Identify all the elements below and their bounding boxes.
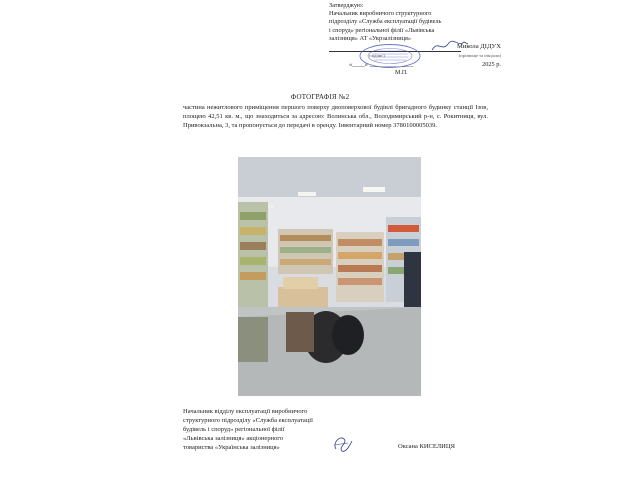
footer-line: Начальник відділу експлуатації виробничого: [183, 408, 308, 415]
store-interior-photo: [238, 157, 421, 396]
approval-line: Затверджую:: [329, 2, 364, 9]
approval-block: [329, 2, 501, 43]
approval-signature: [430, 38, 470, 54]
footer-line: товариства «Українська залізниця»: [183, 444, 280, 451]
photo-illustration: [238, 157, 421, 396]
footer-line: структурного підрозділу «Служба експлуатації: [183, 417, 313, 424]
object-description: частина нежитлового приміщення першого поверху двоповерхової будівлі бригадного будинку станції Ізов, площею 42,51 кв. м., що знаходиться за адресою: Волинська обл., Володимирський р-н, с. Рокитниця, вул. Привокзальна, 3, та пропонується до передачі в оренду. Інвентарний номер 3780100005039.: [183, 104, 488, 130]
approval-line: підрозділу «Служба експлуатації будівель: [329, 18, 442, 26]
approval-date: 2025 р.: [482, 61, 501, 68]
approval-line: і споруд» регіональної філії «Львівська: [329, 26, 435, 34]
approval-signer-name: Микола ДІДУХ: [456, 43, 501, 50]
page-title: ФОТОГРАФІЯ №2: [290, 93, 350, 101]
footer-signer-name: Оксана КИСЕЛИЦЯ: [398, 443, 455, 450]
footer-line: «Львівська залізниця» акціонерного: [183, 435, 284, 442]
approval-line: залізниця» АТ «Укрзалізниця»: [329, 34, 412, 42]
footer-line: будівель і споруд» регіональної філії: [183, 426, 285, 433]
signature-caption-left: (підпис): [369, 53, 385, 58]
signature-caption-right: (прізвище та ініціали): [458, 53, 501, 58]
approval-line: Начальник виробничого структурного: [329, 10, 432, 18]
round-stamp: [358, 43, 422, 69]
date-blank: «____» ______________: [349, 61, 414, 68]
footer-signature: [330, 433, 354, 453]
stamp-mark: М.П.: [395, 70, 408, 76]
